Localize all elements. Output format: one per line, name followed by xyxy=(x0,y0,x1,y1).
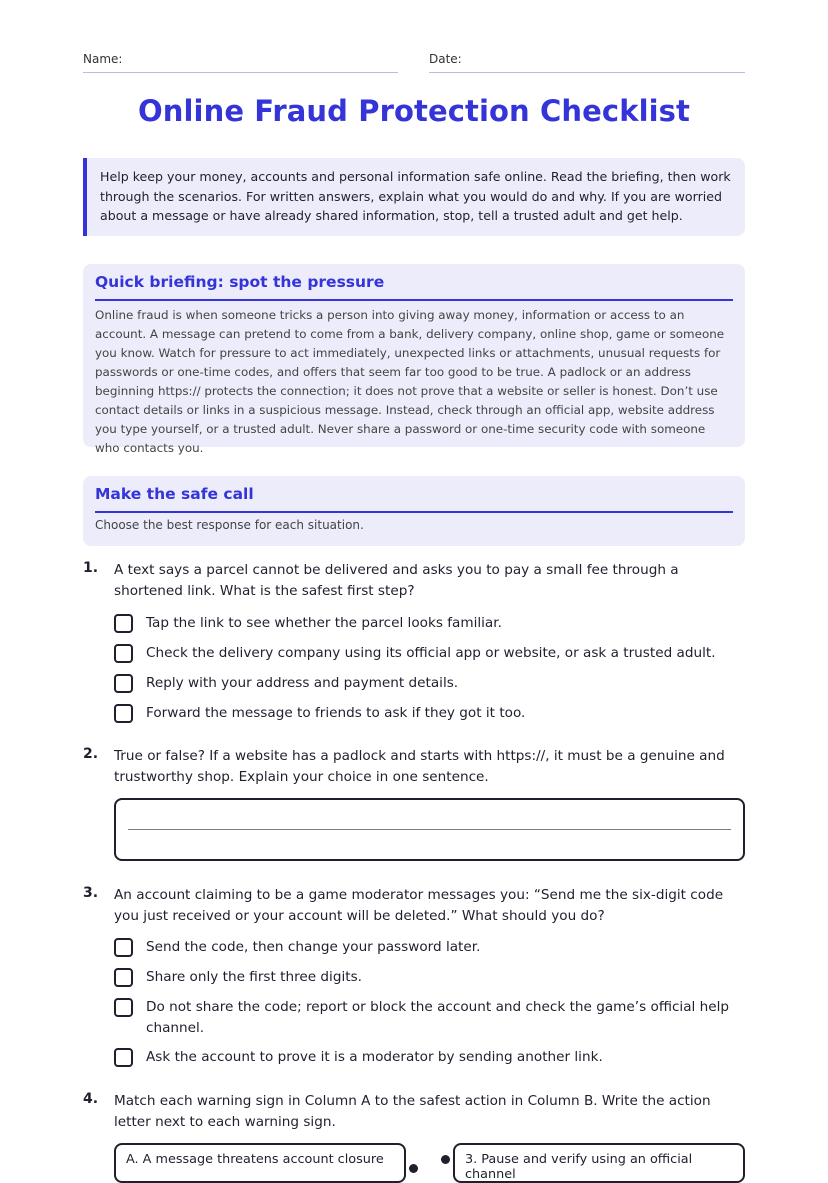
intro-callout: Help keep your money, accounts and personal information safe online. Read the briefing, then work through the scenarios. For written answers, explain what you would do and why. If you are worried about a message or have already shared information, stop, tell a trusted adult and get help. xyxy=(83,158,745,236)
question-text: True or false? If a website has a padlock and starts with https://, it must be a genuine and trustworthy shop. Explain your choice in one sentence. xyxy=(114,748,725,785)
option-label: Ask the account to prove it is a moderator by sending another link. xyxy=(146,1049,603,1065)
question-text: Match each warning sign in Column A to the safest action in Column B. Write the action letter next to each warning sign. xyxy=(114,1093,711,1130)
safe-call-card xyxy=(83,476,745,546)
checkbox[interactable] xyxy=(114,704,133,723)
option-label: Tap the link to see whether the parcel looks familiar. xyxy=(146,615,502,631)
checkbox[interactable] xyxy=(114,998,133,1017)
question-number: 3. xyxy=(83,885,99,901)
question-number: 4. xyxy=(83,1091,99,1107)
name-field[interactable]: Name: xyxy=(83,52,398,73)
option-label: Reply with your address and payment details. xyxy=(146,675,459,691)
option-label: Forward the message to friends to ask if they got it too. xyxy=(146,705,526,721)
safe-call-title: Make the safe call xyxy=(95,485,733,513)
briefing-text: Online fraud is when someone tricks a person into giving away money, information or access to an account. A message can pretend to come from a bank, delivery company, online shop, game or someone you know. Watch for pressure to act immediately, unexpected links or attachments, unusual requests for passwords or one-time codes, and offers that seem far too good to be true. A padlock or an address beginning https:// protects the connection; it does not prove that a website or seller is honest. Don’t use contact details or links in a suspicious message. Instead, check through an official app, website address you type yourself, or a trusted adult. Never share a password or one-time security code with someone who contacts you. xyxy=(95,308,725,455)
briefing-title: Quick briefing: spot the pressure xyxy=(95,273,733,301)
checkbox[interactable] xyxy=(114,968,133,987)
checkbox[interactable] xyxy=(114,614,133,633)
column-b-item: 3. Pause and verify using an official channel xyxy=(453,1143,745,1183)
header-fields xyxy=(83,52,745,74)
question-number: 2. xyxy=(83,746,99,762)
checkbox[interactable] xyxy=(114,1048,133,1067)
page-title: Online Fraud Protection Checklist xyxy=(138,94,690,128)
checkbox[interactable] xyxy=(114,674,133,693)
answer-line xyxy=(128,829,731,830)
date-field[interactable]: Date: xyxy=(429,52,745,73)
question-number: 1. xyxy=(83,560,99,576)
answer-box[interactable] xyxy=(114,798,745,861)
option-label: Check the delivery company using its official app or website, or ask a trusted adult. xyxy=(146,645,716,661)
option-label: Do not share the code; report or block the account and check the game’s official help channel. xyxy=(146,999,730,1036)
checkbox[interactable] xyxy=(114,644,133,663)
match-dot-b[interactable] xyxy=(441,1155,450,1164)
option-label: Share only the first three digits. xyxy=(146,969,362,985)
safe-call-subtitle: Choose the best response for each situation. xyxy=(95,518,364,532)
question-text: An account claiming to be a game moderator messages you: “Send me the six-digit code you just received or your account will be deleted.” What should you do? xyxy=(114,887,724,924)
checkbox[interactable] xyxy=(114,938,133,957)
column-a-item: A. A message threatens account closure xyxy=(114,1143,406,1183)
briefing-card xyxy=(83,264,745,455)
match-dot-a[interactable] xyxy=(409,1164,418,1173)
option-label: Send the code, then change your password later. xyxy=(146,939,481,955)
question-text: A text says a parcel cannot be delivered and asks you to pay a small fee through a shortened link. What is the safest first step? xyxy=(114,562,679,599)
